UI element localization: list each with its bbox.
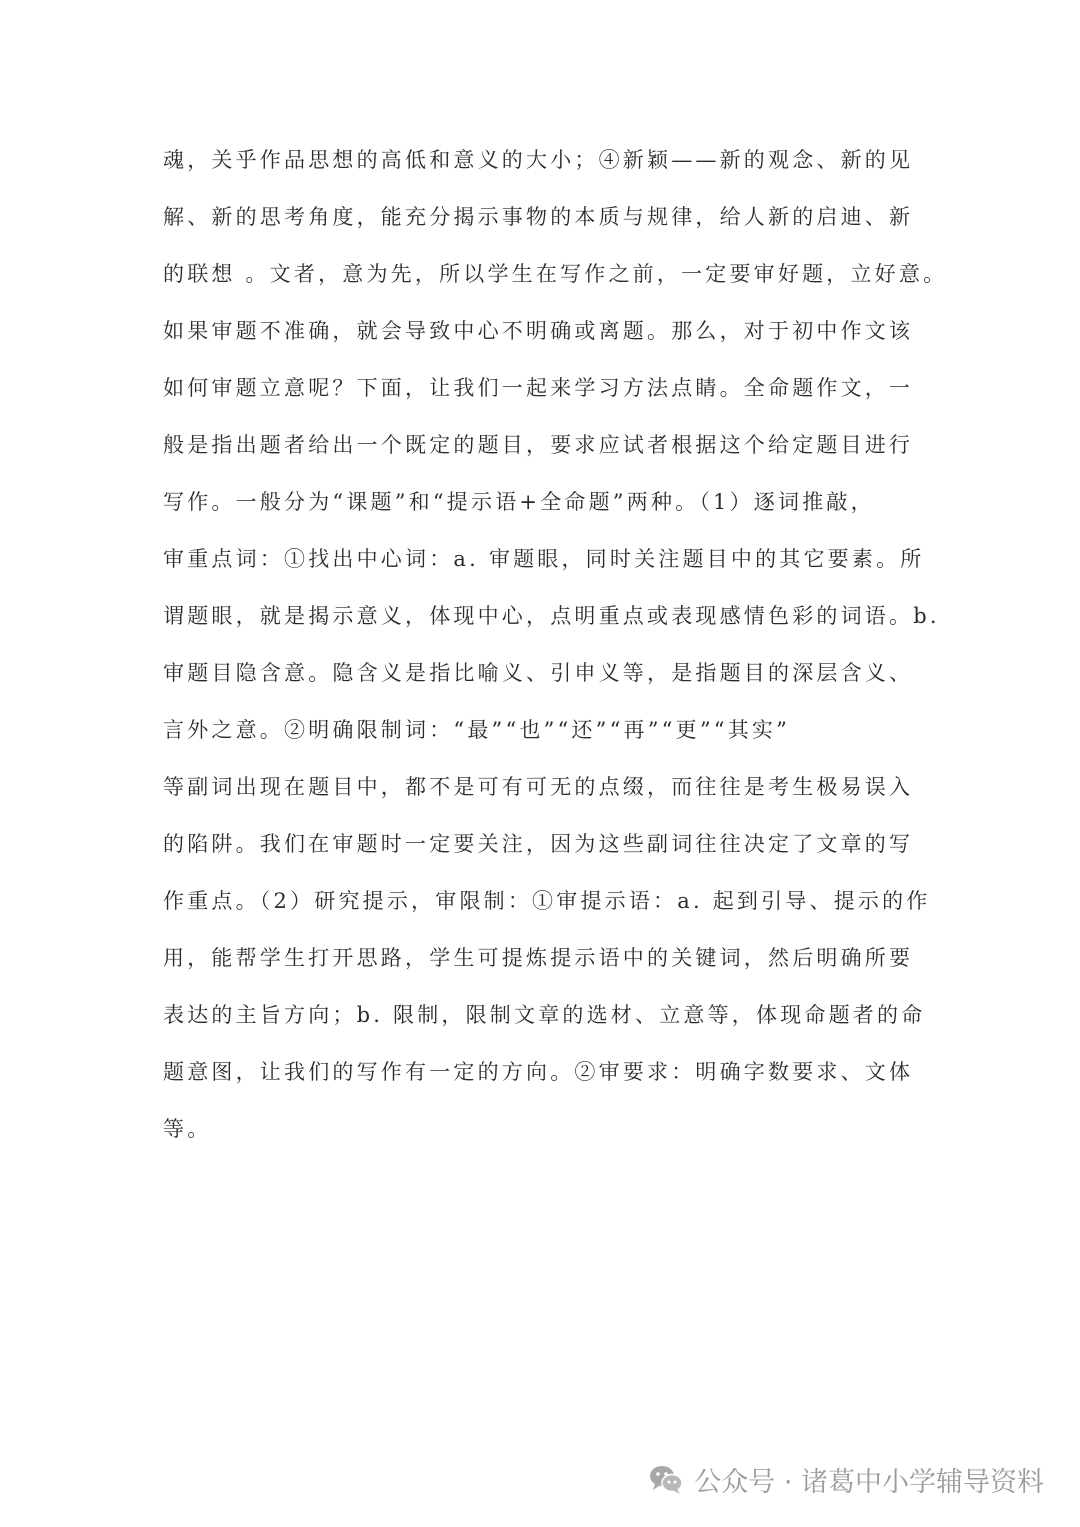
wechat-icon [648, 1463, 684, 1495]
text-line: 审重点词：①找出中心词：a. 审题眼，同时关注题目中的其它要素。所 [163, 547, 925, 571]
text-line: 解、新的思考角度，能充分揭示事物的本质与规律，给人新的启迪、新 [163, 205, 914, 229]
watermark-text: 公众号 · 诸葛中小学辅导资料 [694, 1466, 1044, 1498]
watermark [648, 1459, 1044, 1499]
text-line: 的联想 。文者，意为先，所以学生在写作之前，一定要审好题，立好意。 [163, 262, 948, 286]
text-line: 如果审题不准确，就会导致中心不明确或离题。那么，对于初中作文该 [163, 319, 914, 343]
text-line: 等。 [163, 1117, 212, 1141]
text-line: 审题目隐含意。隐含义是指比喻义、引申义等，是指题目的深层含义、 [163, 661, 914, 685]
text-line: 如何审题立意呢？下面，让我们一起来学习方法点睛。全命题作文，一 [163, 376, 914, 400]
text-line: 题意图，让我们的写作有一定的方向。②审要求：明确字数要求、文体 [163, 1060, 914, 1084]
text-line: 般是指出题者给出一个既定的题目，要求应试者根据这个给定题目进行 [163, 433, 914, 457]
text-line: 谓题眼，就是揭示意义，体现中心，点明重点或表现感情色彩的词语。b. [163, 604, 940, 628]
text-line: 魂，关乎作品思想的高低和意义的大小；④新颖——新的观念、新的见 [163, 148, 914, 172]
text-line: 用，能帮学生打开思路，学生可提炼提示语中的关键词，然后明确所要 [163, 946, 914, 970]
text-line: 言外之意。②明确限制词：“最”“也”“还”“再”“更”“其实” [163, 718, 791, 742]
text-line: 表达的主旨方向；b. 限制，限制文章的选材、立意等，体现命题者的命 [163, 1003, 926, 1027]
text-line: 的陷阱。我们在审题时一定要关注，因为这些副词往往决定了文章的写 [163, 832, 914, 856]
text-line: 作重点。（2）研究提示，审限制：①审提示语：a. 起到引导、提示的作 [163, 889, 931, 913]
text-line: 写作。一般分为“课题”和“提示语+全命题”两种。（1）逐词推敲， [163, 490, 875, 514]
text-line: 等副词出现在题目中，都不是可有可无的点缀，而往往是考生极易误入 [163, 775, 914, 799]
body-text [163, 132, 948, 1158]
